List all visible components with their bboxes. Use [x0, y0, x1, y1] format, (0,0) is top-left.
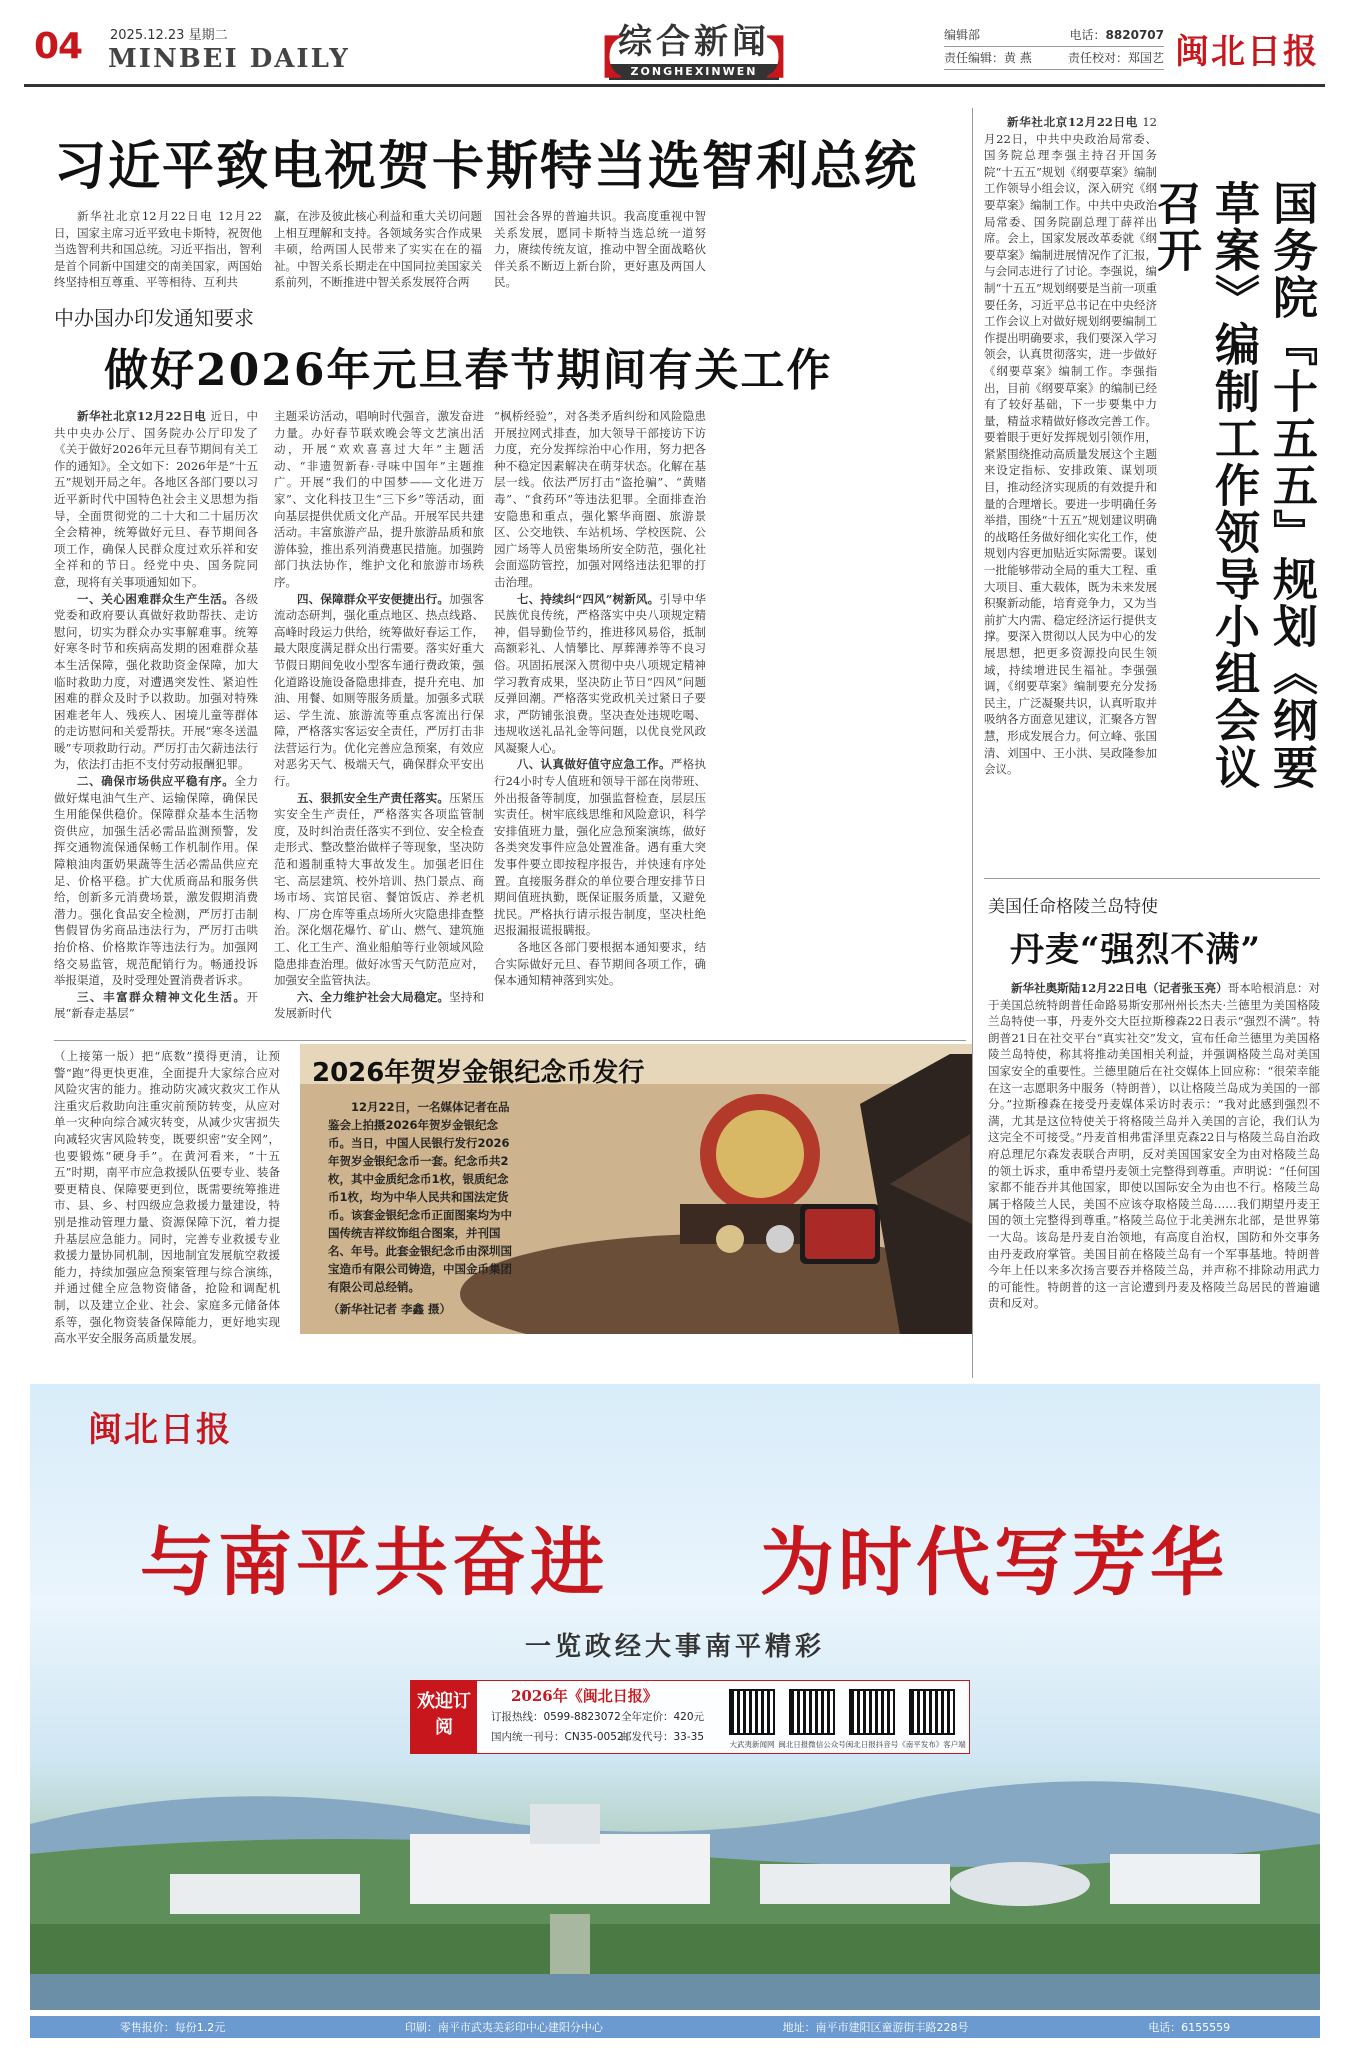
page-number: 04: [34, 26, 83, 67]
qr-label: 闽北日报微信公众号: [778, 1740, 846, 1749]
story1-col1: 新华社北京12月22日电 12月22日，国家主席习近平致电卡斯特，祝贺他当选智利共和国总统。习近平指出，智利是首个同新中国建交的南美国家，两国始终坚持相互尊重、平等相待、互利共: [54, 209, 262, 290]
proofreader: 责任校对：郑国艺: [1067, 51, 1164, 65]
city-skyline-icon: [30, 1764, 1320, 2010]
story6-body: （上接第一版）把“底数”摸得更清，让预警“跑”得更快更准，全面提升大家综合应对风险灾害的能力。推动防灾减灾救灾工作从注重灾后救助向注重灾前预防转变，从应对单一灾种向综合减灾转变，从减少灾害损失向减轻灾害风险转变，既要织密“安全网”，也要锻炼“硬身手”。在黄河看来，“十五五”时期，南平市应急救援队伍要专业、装备要更精良、保障要更到位，既需要统筹推进市、县、乡、村四级应急救援力量建设，特别是推动管理力量、资源保障下沉，着力提升基层应急能力。同时，完善专业救援专业救援力量协同机制，因地制宜发展航空救援能力，持续加强应急预案管理与综合演练，并通过健全应急物资储备，抢险和调配机制，以及建立企业、社会、家庭多元储备体系等，强化物资装备保障能力，更好地实现高水平安全服务高质量发展。: [54, 1049, 280, 1346]
section-name: 综合新闻: [618, 22, 770, 62]
qr-label: 闽北日报抖音号: [845, 1740, 899, 1749]
story2-col1: 新华社北京12月22日电 近日，中共中央办公厅、国务院办公厅印发了《关于做好2026年元旦春节期间有关工作的通知》。全文如下：2026年是“十五五”规划开局之年。各地区各部门要以习近平新时代中国特色社会主义思想为指导，全面贯彻党的二十大和二十届历次全会精神，统筹做好元旦、春节期间各项工作，确保人民群众度过欢乐祥和安全祥和的节日。经党中央、国务院同意，现将有关事项通知如下。 一、关心困难群众生产生活。各级党委和政府要认真做好救助帮扶、走访慰问，切实为群众办实事解难事。统筹好寒冬时节和疾病高发期的困难群众基本生活保障，强化救助资金保障，加大临时救助力度，对遭遇突发性、紧迫性困难的群众及时予以救助。加强对特殊困难老年人、残疾人、困境儿童等群体的走访慰问和关爱帮扶。开展“寒冬送温暖”专项救助行动。严厉打击欠薪违法行为，依法打击拒不支付劳动报酬犯罪。 二、确保市场供应平稳有序。全力做好煤电油气生产、运输保障，确保民生用能保供稳价。保障群众基本生活物资供应，加强生活必需品监测预警，发挥交通物流保通保畅工作机制作用。保障粮油肉蛋奶果蔬等生活必需品供应充足、价格平稳。扩大优质商品和服务供给，创新多元消费场景，激发假期消费潜力。强化食品安全检测，严厉打击制售假冒伪劣商品违法行为，严厉打击哄抬价格、价格欺诈等违法行为。加强网络交易监管，规范配销行为。畅通投诉举报渠道，及时受理处置消费者诉求。 三、丰富群众精神文化生活。开展“新春走基层”: [54, 409, 258, 1021]
story2-kicker: 中办国办印发通知要求: [54, 306, 254, 330]
section-label: [578, 20, 810, 84]
footer-printer: 印刷：南平市武夷美彩印中心建阳分中心: [404, 2021, 603, 2034]
qr-code-icon[interactable]: [729, 1689, 775, 1735]
bracket-right-icon: 】: [766, 33, 810, 84]
editor-info: [944, 24, 1164, 70]
story2-col2: 主题采访活动，唱响时代强音，激发奋进力量。办好春节联欢晚会等文艺演出活动，开展“欢欢喜喜过大年”主题活动、“非遗贺新春·寻味中国年”主题推广。开展“我们的中国梦——文化进万家”、文化科技卫生“三下乡”等活动，面向基层提供优质文化产品。开展军民共建活动。丰富旅游产品，提升旅游品质和旅游体验，推出系列消费惠民措施。加强跨部门执法协作，维护文化和旅游市场秩序。 四、保障群众平安便捷出行。加强客流动态研判，强化重点地区、热点线路、高峰时段运力供给，统筹做好春运工作，最大限度满足群众出行需要。落实好重大节假日期间免收小型客车通行费政策，强化道路设施设备隐患排查，提升充电、加油、用餐、如厕等服务质量。加强多式联运、学生流、旅游流等重点客流出行保障，严格落实客运安全责任，严厉打击非法营运行为。优化完善应急预案，有效应对恶劣天气、极端天气，确保群众平安出行。 五、狠抓安全生产责任落实。压紧压实安全生产责任，严格落实各项监管制度，及时纠治责任落实不到位、安全检查走形式、整改整治做样子等现象，坚决防范和遏制重特大事故发生。加强老旧住宅、高层建筑、校外培训、热门景点、商场市场、宾馆民宿、餐馆饭店、养老机构、厂房仓库等重点场所火灾隐患排查整治。深化烟花爆竹、矿山、燃气、建筑施工、化工生产、渔业船舶等行业领域风险隐患排查治理。做好冰雪天气防范应对，加强安全监管执法。 六、全力维护社会大局稳定。坚持和发展新时代: [274, 409, 484, 1021]
qr-code-icon[interactable]: [909, 1689, 955, 1735]
subscription-ad: [30, 1384, 1320, 2010]
footer-phone: 电话：6155559: [1148, 2021, 1231, 2034]
story2-col4-filler: [716, 408, 964, 1038]
story5-kicker: 美国任命格陵兰岛特使: [988, 897, 1158, 917]
section-pinyin: ZONGHEXINWEN: [609, 64, 779, 80]
story1-headline: 习近平致电祝贺卡斯特当选智利总统: [54, 136, 919, 197]
annual-price: 全年定价：420元: [621, 1711, 705, 1723]
photo-caption: 12月22日，一名媒体记者在品鉴会上拍摄2026年贺岁金银纪念币。当日，中国人民银行发行2026年贺岁金银纪念币一套。纪念币共2枚，其中金质纪念币1枚，银质纪念币1枚，均为中华人民共和国法定货币。该套金银纪念币正面图案均为中国传统吉祥纹饰组合图案，并刊国名、年号。此套金银纪念币由深圳国宝造币有限公司铸造，中国金币集团有限公司总经销。 （新华社记者 李鑫 摄）: [328, 1100, 512, 1316]
footer-bar: [30, 2016, 1320, 2038]
phone: 电话：8820707: [1069, 28, 1164, 42]
qr-code-icon[interactable]: [849, 1689, 895, 1735]
footer-address: 地址：南平市建阳区童游街丰路228号: [782, 2021, 969, 2034]
story4-headline: 国务院『十五五』规划《纲要草案》编制工作领导小组会议召开: [1149, 180, 1318, 791]
subscribe-hotline: 订报热线：0599-8823072: [491, 1711, 621, 1723]
story5-body: 新华社奥斯陆12月22日电（记者张玉亮）哥本哈根消息：对于美国总统特朗普任命路易斯安那州州长杰夫·兰德里为美国格陵兰岛特使一事，丹麦外交大臣拉斯穆森22日表示“强烈不满”。特朗普21日在社交平台“真实社交”发文，宣布任命兰德里为美国格陵兰岛特使，称其将推动美国相关利益，并强调格陵兰岛对美国国家安全的重要性。兰德里随后在社交媒体上回应称：“很荣幸能在这一志愿职务中服务（特朗普），以让格陵兰岛成为美国的一部分。”拉斯穆森在接受丹麦媒体采访时表示：“我对此感到强烈不满，尤其是这位特使关于将格陵兰岛并入美国的言论，我们认为这完全不可接受。”丹麦首相弗雷泽里克森22日与格陵兰岛自治政府总理尼尔森发表联合声明，反对美国国家安全为由对格陵兰岛的领土诉求，重申希望丹麦领土完整得到尊重。声明说：“任何国家都不能吞并其他国家，即使以国际安全为由也不行。格陵兰岛属于格陵兰人民，美国不应该夺取格陵兰岛……我们期望丹麦王国的领土完整得到尊重。”格陵兰岛位于北美洲东北部，是世界第一大岛。该岛是丹麦自治领地，有高度自治权，国防和外交事务由丹麦政府掌管。美国目前在格陵兰岛有一个军事基地。特朗普今年上任以来多次扬言要吞并格陵兰岛，并声称不排除动用武力的可能性。特朗普的这一言论遭到丹麦及格陵兰岛居民的普遍谴责和反对。: [988, 981, 1320, 1311]
story1-col2: 赢，在涉及彼此核心利益和重大关切问题上相互理解和支持。各领域务实合作成果丰硕，给两国人民带来了实实在在的福祉。中智关系长期走在中国同拉美国家关系前列，不断推进中智关系发展符合两: [274, 209, 482, 290]
postcode: 邮发代号：33-35: [621, 1731, 705, 1743]
ad-slogan-left: 与南平共奋进: [140, 1520, 608, 1606]
subscription-box: [410, 1680, 970, 1754]
ad-subtitle: 一览政经大事南平精彩: [524, 1632, 825, 1662]
paper-logo: 闽北日报: [1175, 32, 1319, 72]
photo-title: 2026年贺岁金银纪念币发行: [312, 1058, 645, 1088]
ad-logo: 闽北日报: [88, 1410, 232, 1450]
qr-code-icon[interactable]: [789, 1689, 835, 1735]
story4-text: [984, 114, 1157, 874]
paper-name-en: MINBEI DAILY: [108, 44, 350, 74]
section-divider: [54, 1040, 966, 1041]
qr-label: 《南平发布》客户端: [898, 1740, 966, 1749]
issue-date: 2025.12.23 星期二: [110, 28, 228, 43]
subscribe-year: 2026年《闽北日报》: [511, 1687, 658, 1705]
story5-headline: 丹麦“强烈不满”: [1010, 930, 1262, 970]
story2-col3: “枫桥经验”，对各类矛盾纠纷和风险隐患开展拉网式排查，加大领导干部接访下访力度，充分发挥综治中心作用，努力把各种不稳定因素解决在萌芽状态。化解在基层一线。依法严厉打击“盗抢骗”、“黄赌毒”、“食药环”等违法犯罪。全面排查治安隐患和重点，强化繁华商圈、旅游景区、公交地铁、车站机场、学校医院、公园广场等人员密集场所安全防范，强化社会面巡防管控，加强对网络违法犯罪的打击治理。 七、持续纠“四风”树新风。引导中华民族优良传统，严格落实中央八项规定精神，倡导勤俭节约，推进移风易俗，抵制高额彩礼、人情攀比、厚葬薄养等不良习俗。巩固拓展深入贯彻中央八项规定精神学习教育成果，坚决防止节日“四风”问题反弹回潮。严格落实党政机关过紧日子要求，严防铺张浪费。坚决查处违规吃喝、违规收送礼品礼金等问题，以优良党风政风凝聚人心。 八、认真做好值守应急工作。严格执行24小时专人值班和领导干部在岗带班、外出报备等制度，加强监督检查，层层压实责任。树牢底线思维和风险意识，科学安排值班力量，强化应急预案演练，做好各类突发事件应急处置准备。遇有重大突发事件要立即按程序报告，并快速有序处置。直接服务群众的单位要合理安排节日期间值班执勤，既保证服务质量，又避免扰民。严格执行请示报告制度，坚决杜绝迟报漏报谎报瞒报。 各地区各部门要根据本通知要求，结合实际做好元旦、春节期间各项工作，确保本通知精神落到实处。: [494, 409, 706, 988]
masthead: [24, 20, 1325, 82]
qr-label: 大武夷新闻网: [729, 1740, 775, 1749]
story2-headline: 做好2026年元旦春节期间有关工作: [104, 345, 833, 396]
top-rule: [24, 84, 1325, 87]
bracket-left-icon: 【: [578, 33, 622, 84]
footer-price: 零售报价：每份1.2元: [119, 2021, 226, 2034]
column-divider: [972, 108, 973, 1378]
story1-col3: 国社会各界的普遍共识。我高度重视中智关系发展，愿同卡斯特当选总统一道努力，赓续传统友谊，推动中智全面战略伙伴关系不断迈上新台阶，更好惠及两国人民。: [494, 209, 706, 290]
editor-label: 编辑部: [944, 28, 981, 42]
welcome-label: 欢迎订阅: [411, 1681, 477, 1753]
story4-body: 新华社北京12月22日电 12月22日，中共中央政治局常委、国务院总理李强主持召开国务院“十五五”规划《纲要草案》编制工作领导小组会议，深入研究《纲要草案》编制工作。中共中央政治局常委、国务院副总理丁薛祥出席。会上，国家发展改革委就《纲要草案》编制进展情况作了汇报，与会同志进行了讨论。李强说，编制“十五五”规划纲要是当前一项重要任务，习近平总书记在中央经济工作会议上对做好规划纲要编制工作提出明确要求，我们要深入学习领会，认真贯彻落实，进一步做好《纲要草案》编制工作。李强指出，目前《纲要草案》的编制已经有了较好基础，下一步要集中力量，精益求精做好修改完善工作。要着眼于更好发挥规划引领作用，紧紧围绕推动高质量发展这个主题来设定指标、安排政策、谋划项目，推动经济实现质的有效提升和量的合理增长。要进一步明确任务举措，围绕“十五五”规划建议明确的战略任务做好细化实化工作，使规划内容更加贴近实际需要。谋划一批能够带动全局的重大工程、重大项目、重大载体，既为未来发展积聚新动能，培育竞争力，又为当前扩大内需、稳定经济运行提供支撑。要深入贯彻以人民为中心的发展思想，把更多资源投向民生领域，持续增进民生福祉。李强强调，《纲要草案》编制要充分发扬民主，广泛凝聚共识，认真听取并吸纳各方面意见建议，汇聚各方智慧，形成发展合力。何立峰、张国清、刘国中、王小洪、吴政隆参加会议。: [984, 115, 1157, 777]
ad-slogan-right: 为时代写芳华: [760, 1520, 1228, 1606]
issn: 国内统一刊号：CN35-0052: [491, 1731, 624, 1743]
editor-in-charge: 责任编辑：黄 燕: [944, 51, 1032, 65]
section-divider-right: [984, 878, 1320, 879]
